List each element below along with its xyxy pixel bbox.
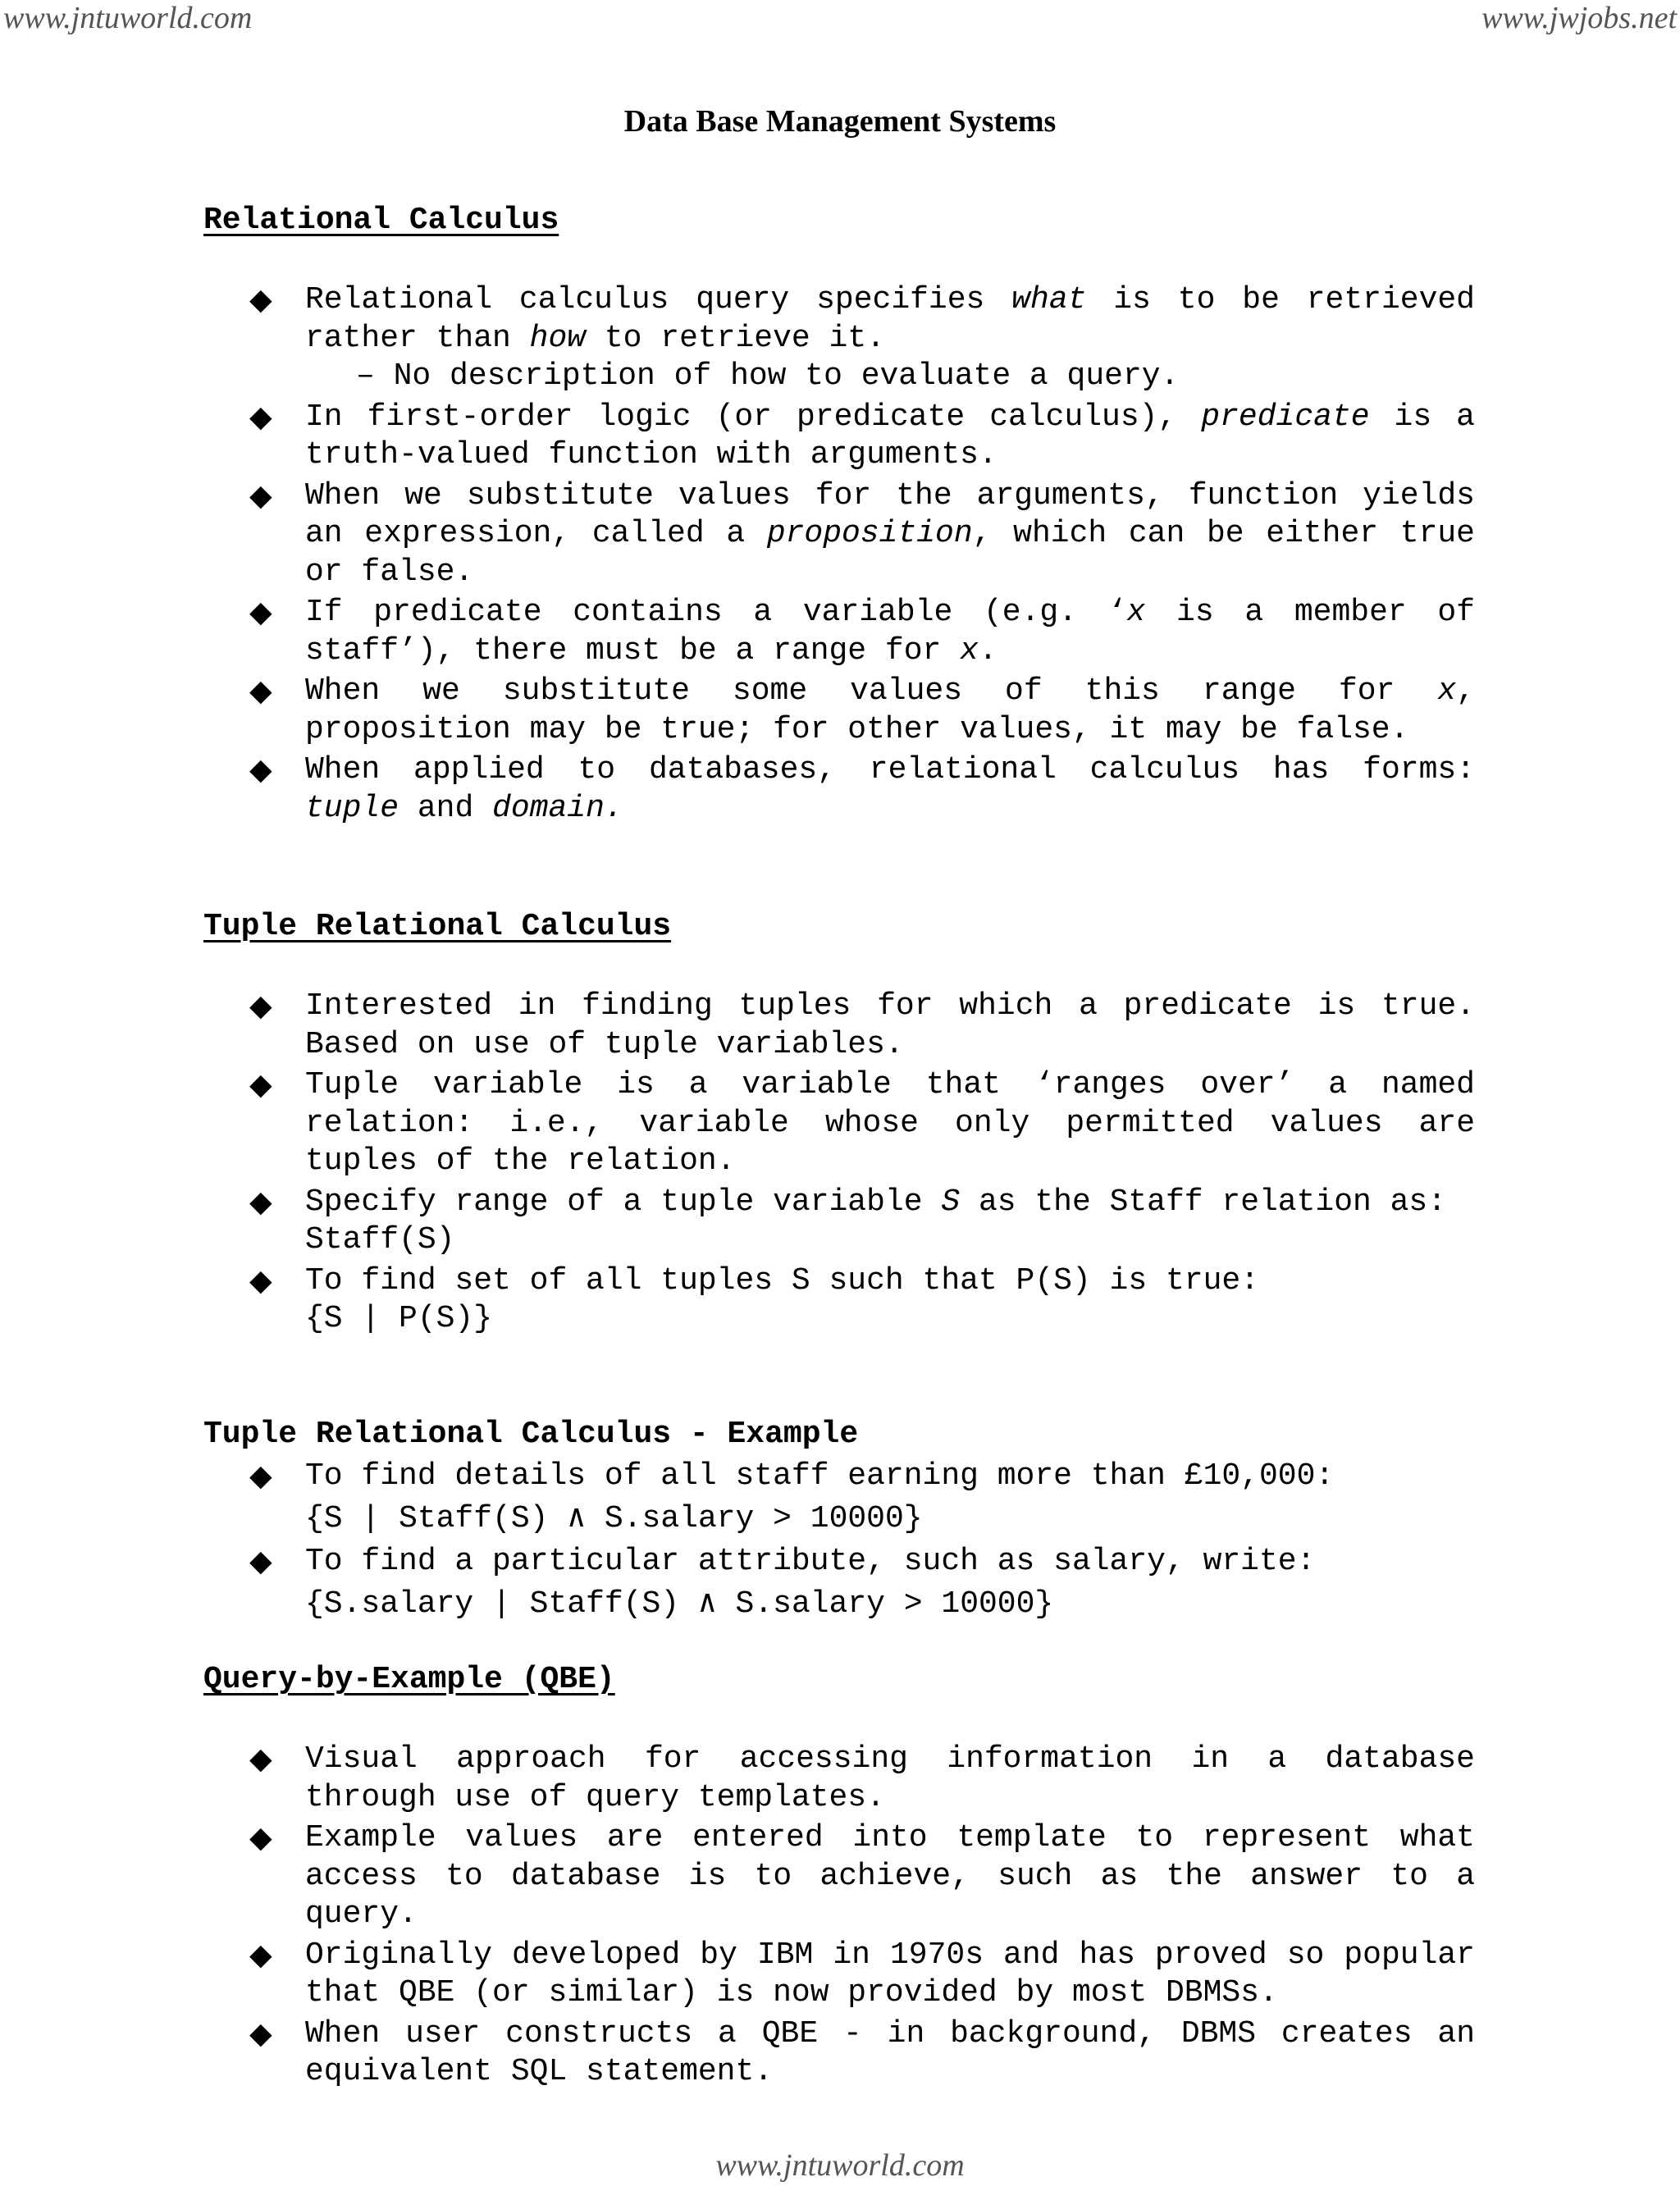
bullet-item: ◆ When user constructs a QBE - in background, DBMS creates an equivalent SQL statement. xyxy=(305,2015,1475,2092)
bullet-item: ◆ To find set of all tuples S such that P(S) is true: {S | P(S)} xyxy=(305,1262,1475,1339)
bullet-item: ◆ Visual approach for accessing information in a database through use of query templates. xyxy=(305,1741,1475,1817)
bullet-item: ◆ In first-order logic (or predicate calculus), predicate is a truth-valued function with arguments. xyxy=(305,399,1475,475)
bullet-item: ◆ Relational calculus query specifies what is to be retrieved rather than how to retrieve it. – No description of how to evaluate a query. xyxy=(305,281,1475,396)
trc-example-bullets xyxy=(305,1455,1475,1626)
sub-bullet: – No description of how to evaluate a query. xyxy=(356,358,1180,394)
bullet-item: ◆ To find details of all staff earning more than £10,000: {S | Staff(S) ∧ S.salary > 10000} xyxy=(305,1455,1475,1540)
formula-line: Staff(S) xyxy=(305,1222,455,1257)
document-title: Data Base Management Systems xyxy=(623,104,1057,139)
section-heading-relational-calculus: Relational Calculus xyxy=(203,203,559,238)
section-heading-qbe: Query-by-Example (QBE) xyxy=(203,1662,615,1697)
relational-calculus-bullets xyxy=(305,281,1475,830)
header-right-url[interactable]: www.jwjobs.net xyxy=(1481,1,1677,35)
tuple-relational-calculus-bullets xyxy=(305,988,1475,1341)
section-heading-trc-example: Tuple Relational Calculus - Example xyxy=(203,1417,859,1452)
bullet-item: ◆ Originally developed by IBM in 1970s and has proved so popular that QBE (or similar) is now provided by most DBMSs. xyxy=(305,1937,1475,2013)
formula-line: {S | Staff(S) ∧ S.salary > 10000} xyxy=(305,1501,923,1536)
bullet-item: ◆ When we substitute values for the arguments, function yields an expression, called a proposition, which can be either true or false. xyxy=(305,477,1475,592)
bullet-item: ◆ To find a particular attribute, such as salary, write: {S.salary | Staff(S) ∧ S.salary > 10000} xyxy=(305,1540,1475,1626)
bullet-item: ◆ When we substitute some values of this range for x, proposition may be true; for other values, it may be false. xyxy=(305,673,1475,749)
bullet-item: ◆ When applied to databases, relational calculus has forms: tuple and domain. xyxy=(305,751,1475,828)
formula-line: {S.salary | Staff(S) ∧ S.salary > 10000} xyxy=(305,1586,1054,1622)
bullet-item: ◆ If predicate contains a variable (e.g. ‘x is a member of staff’), there must be a range for x. xyxy=(305,594,1475,670)
qbe-bullets xyxy=(305,1741,1475,2094)
bullet-item: ◆ Tuple variable is a variable that ‘ranges over’ a named relation: i.e., variable whose only permitted values are tuples of the relation. xyxy=(305,1066,1475,1181)
header-left-url[interactable]: www.jntuworld.com xyxy=(3,1,253,35)
footer-url[interactable]: www.jntuworld.com xyxy=(715,2148,965,2183)
bullet-item: ◆ Interested in finding tuples for which a predicate is true. Based on use of tuple variables. xyxy=(305,988,1475,1064)
formula-line: {S | P(S)} xyxy=(305,1301,493,1336)
bullet-item: ◆ Example values are entered into template to represent what access to database is to achieve, such as the answer to a query. xyxy=(305,1819,1475,1934)
bullet-item: ◆ Specify range of a tuple variable S as the Staff relation as: Staff(S) xyxy=(305,1184,1475,1260)
section-heading-tuple-relational-calculus: Tuple Relational Calculus xyxy=(203,909,672,944)
